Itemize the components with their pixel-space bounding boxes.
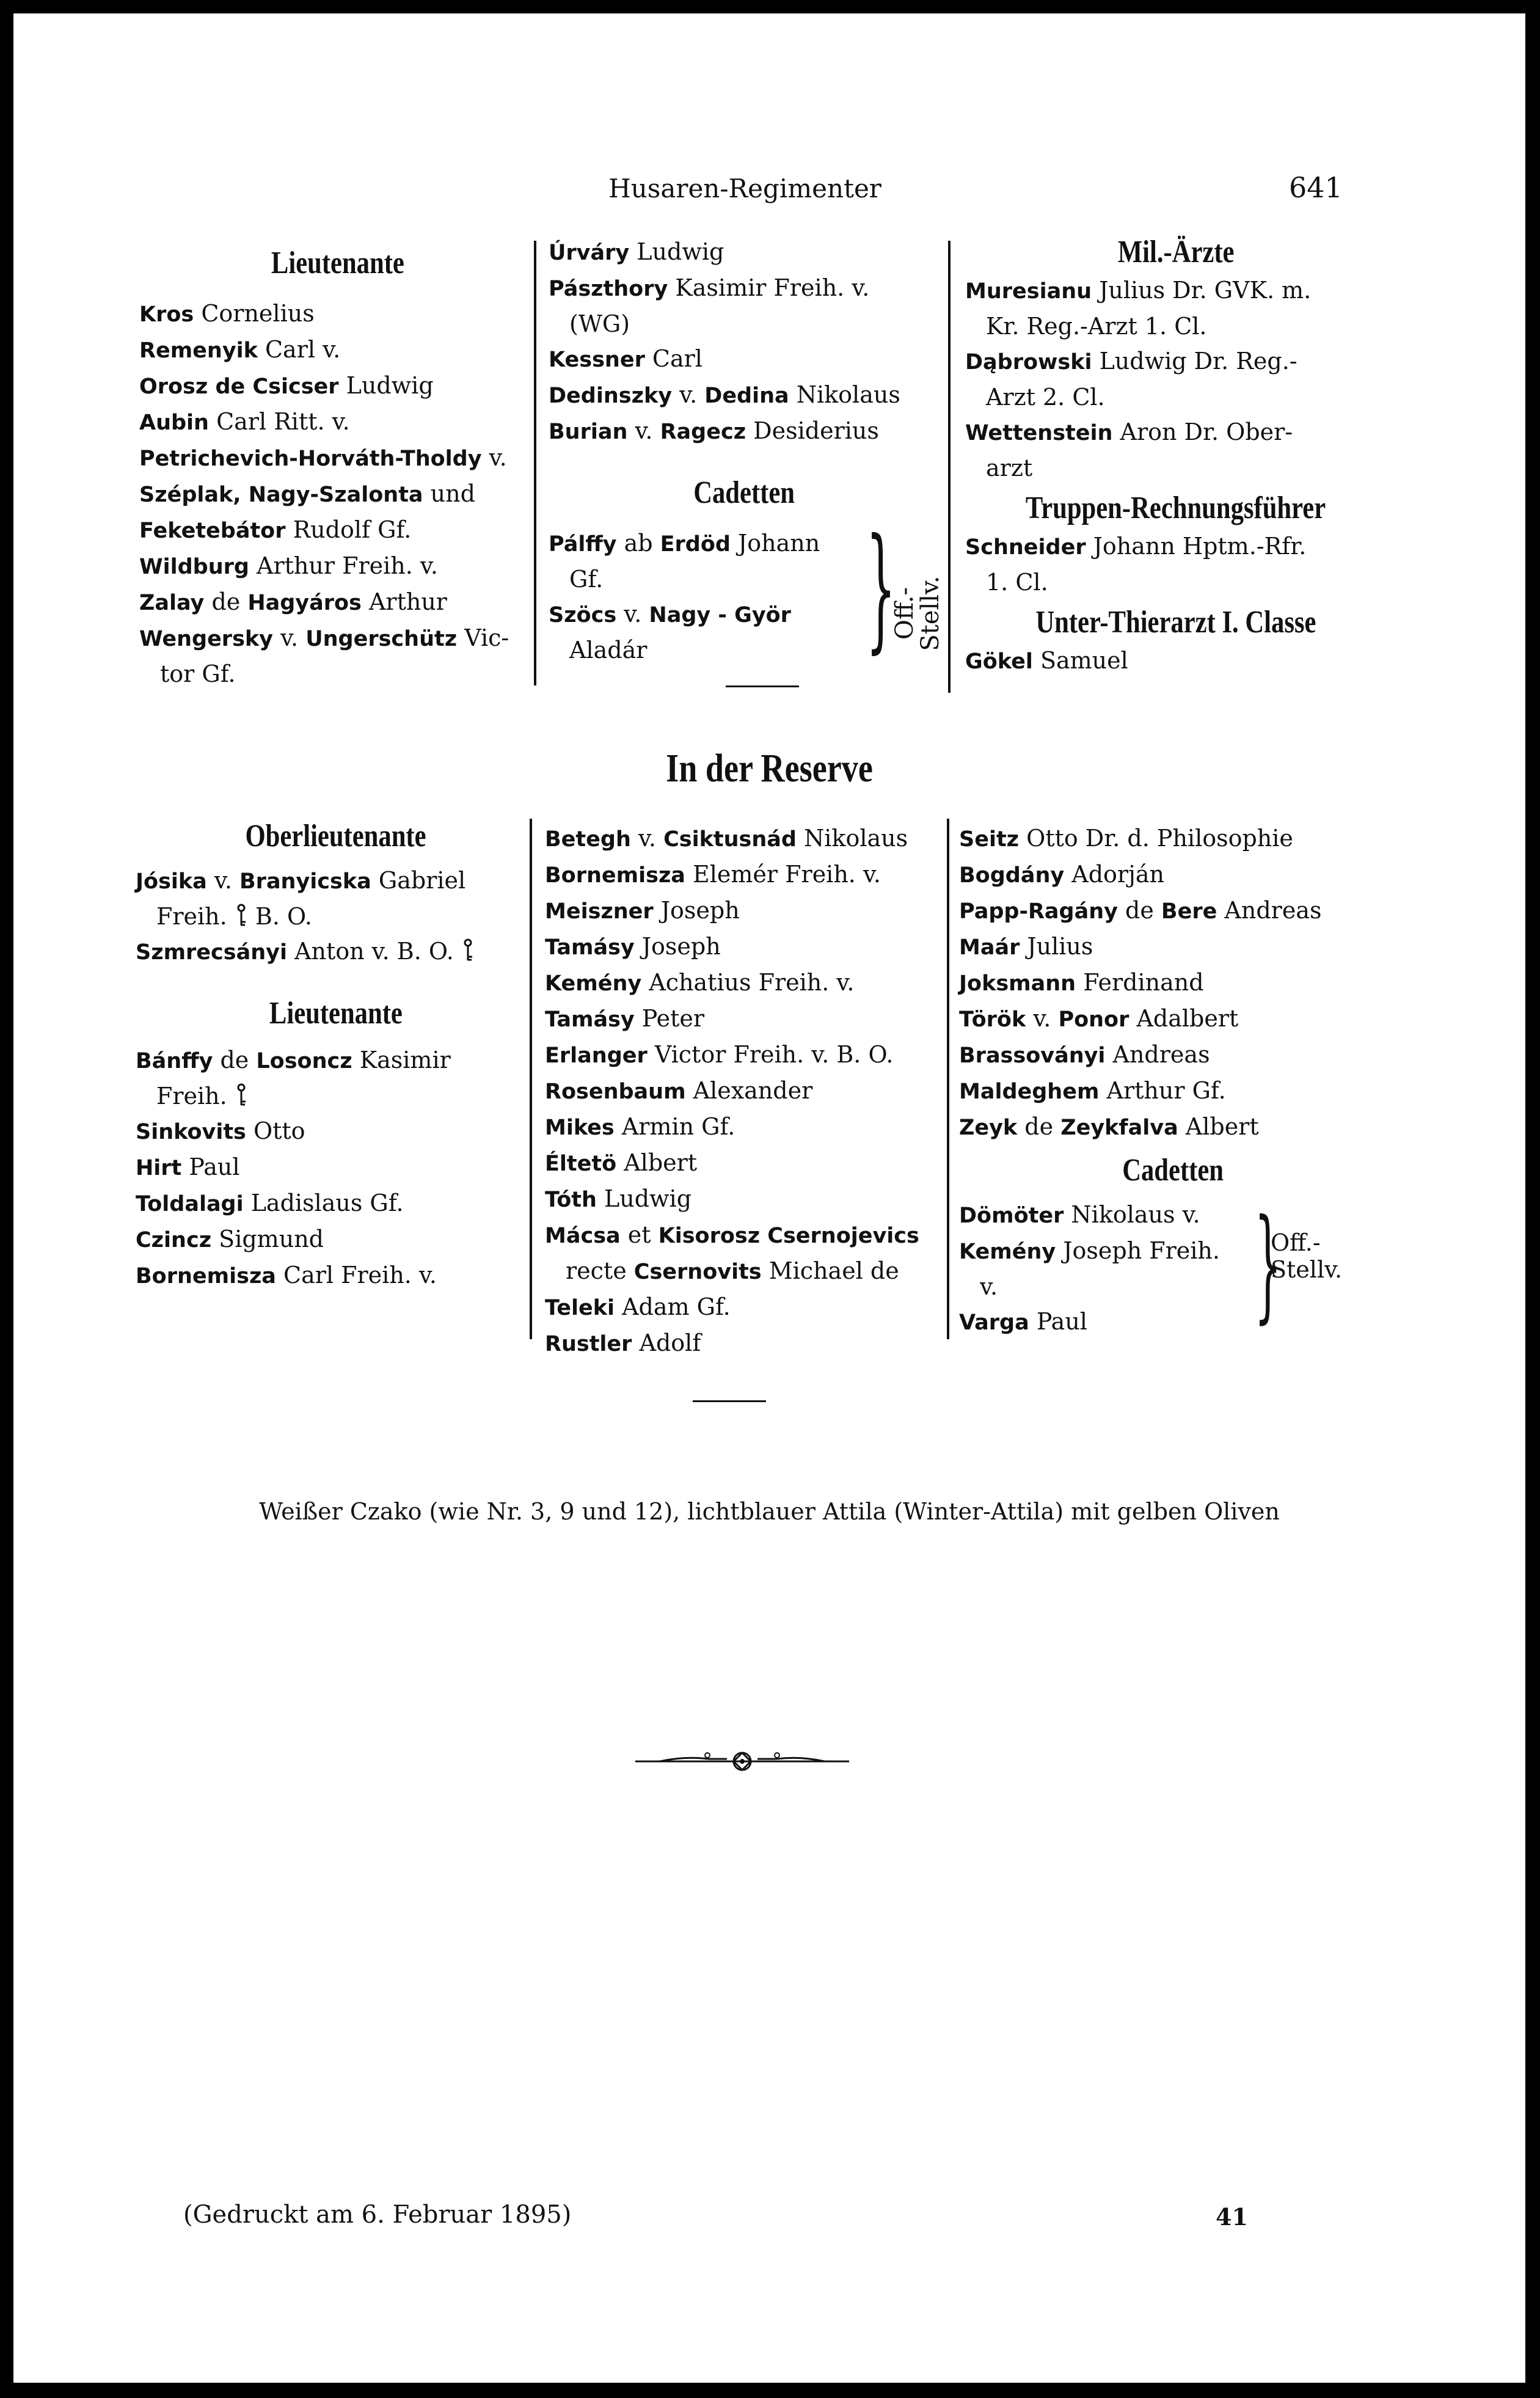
entry-line: [959, 1073, 1387, 1109]
active-column-3: [965, 235, 1387, 679]
entry-line: [136, 1079, 536, 1114]
entry-name: Török: [959, 1007, 1026, 1032]
cadets-note: [893, 551, 942, 673]
entry-name: Feketebátor: [139, 519, 286, 543]
entry-name: Dömöter: [959, 1204, 1064, 1228]
entry-line: [959, 1197, 1246, 1234]
entry-text: Julius: [1020, 933, 1093, 960]
entry-text: Otto: [246, 1117, 305, 1144]
entry-line: [959, 1001, 1387, 1037]
entry-name: Dedina: [704, 384, 789, 408]
entry-line: [139, 368, 536, 404]
entry-text: et: [620, 1221, 659, 1248]
section-rule: [693, 1400, 766, 1402]
entry-text: Otto Dr. d. Philosophie: [1019, 825, 1293, 852]
entry-text: Joseph: [634, 933, 721, 960]
entry-text: v.: [980, 1273, 998, 1300]
entry-line: [545, 1182, 948, 1218]
entry-line: [139, 621, 536, 657]
key-icon: [461, 938, 475, 963]
entry-line: [959, 1304, 1246, 1340]
reserve-column-2: [545, 821, 948, 1362]
entry-text: recte: [566, 1257, 634, 1284]
entry-line: [545, 893, 948, 929]
doctors-list: [965, 273, 1387, 486]
entry-text: Johann: [730, 530, 820, 557]
entry-text: Michael de: [761, 1257, 899, 1284]
entry-name: Remenyik: [139, 338, 258, 363]
entry-line: [959, 1109, 1387, 1146]
entry-name: Hagyáros: [247, 591, 362, 615]
entry-text: Paul: [1029, 1308, 1087, 1335]
entry-name: Kros: [139, 302, 194, 327]
entry-text: Albert: [1178, 1113, 1259, 1140]
entry-name: Jósika: [136, 869, 207, 894]
entry-text: Desiderius: [746, 417, 879, 444]
entry-name: Burian: [549, 420, 628, 444]
entry-text: v.: [273, 624, 306, 651]
entry-text: Julius Dr. GVK. m.: [1092, 277, 1312, 304]
entry-name: Meiszner: [545, 899, 654, 924]
entry-text: v.: [1026, 1005, 1059, 1032]
entry-text: Adam Gf.: [614, 1293, 731, 1320]
entry-text: (WG): [569, 310, 630, 337]
entry-line: [545, 965, 948, 1001]
entry-text: de: [1117, 897, 1161, 924]
entry-line: [139, 440, 536, 477]
document-page: [13, 13, 1525, 2383]
entry-name: Losoncz: [256, 1049, 352, 1073]
entry-line: [545, 1290, 948, 1326]
entry-name: Kemény: [545, 971, 642, 996]
entry-name: Aubin: [139, 411, 209, 435]
running-title-text: Husaren-Regimenter: [608, 174, 881, 203]
entry-line: [965, 643, 1387, 679]
entry-line: [965, 415, 1387, 451]
entry-name: Nagy - Györ: [649, 603, 791, 627]
entry-text: Rudolf Gf.: [285, 516, 412, 543]
entry-name: Szmrecsányi: [136, 940, 287, 965]
entry-text: Ferdinand: [1076, 969, 1204, 996]
entry-text: Adalbert: [1129, 1005, 1239, 1032]
entry-line: [549, 597, 836, 633]
entry-line: [139, 585, 536, 621]
entry-text: Arzt 2. Cl.: [986, 384, 1105, 411]
cadets-list: [549, 526, 836, 668]
entry-text: Freih.: [156, 1083, 235, 1109]
entry-line: [136, 934, 536, 970]
entry-name: Schneider: [965, 535, 1086, 560]
entry-name: Rosenbaum: [545, 1080, 686, 1104]
entry-line: [545, 821, 948, 857]
entry-name: Maár: [959, 935, 1020, 960]
short-rule: [726, 685, 799, 687]
reserve-officers-list: [545, 821, 948, 1362]
entry-name: Muresianu: [965, 279, 1092, 304]
entry-text: Nikolaus v.: [1064, 1201, 1200, 1228]
entry-text: Ludwig: [338, 372, 434, 399]
entry-text: Achatius Freih. v.: [641, 969, 855, 996]
entry-line: [136, 899, 536, 934]
entry-name: Hirt: [136, 1156, 182, 1180]
entry-text: Peter: [634, 1005, 705, 1032]
entry-line: [139, 513, 536, 549]
entry-name: Ragecz: [660, 420, 746, 444]
entry-line: [549, 235, 940, 271]
entry-line: [549, 342, 940, 378]
reserve-lieutenante-heading: Lieutenante: [269, 996, 403, 1031]
entry-text: Armin Gf.: [614, 1113, 735, 1140]
entry-name: Varga: [959, 1310, 1029, 1335]
entry-line: [959, 1270, 1246, 1304]
entry-name: Mikes: [545, 1116, 615, 1140]
entry-name: Úrváry: [549, 241, 630, 265]
entry-name: Bornemisza: [545, 863, 685, 888]
entry-text: Freih.: [156, 903, 235, 930]
entry-line: [965, 309, 1387, 344]
entry-text: Victor Freih. v. B. O.: [647, 1041, 894, 1068]
entry-text: v.: [481, 444, 507, 471]
entry-text: v.: [627, 417, 660, 444]
entry-line: [965, 451, 1387, 486]
entry-line: [965, 344, 1387, 380]
ornament-flourish: [635, 1747, 849, 1775]
cadetten-heading: Cadetten: [693, 475, 795, 510]
entry-name: Ungerschütz: [305, 627, 458, 651]
key-icon: [235, 1083, 248, 1108]
entry-text: Carl: [644, 345, 702, 372]
entry-name: Petrichevich-Horváth-Tholdy: [139, 447, 482, 471]
entry-line: [549, 633, 836, 668]
entry-name: Seitz: [959, 827, 1020, 852]
entry-line: [959, 821, 1387, 857]
entry-text: Ludwig: [596, 1185, 692, 1212]
entry-line: [549, 414, 940, 450]
mil-aerzte-heading: Mil.-Ärzte: [1117, 235, 1235, 269]
entry-line: [965, 565, 1387, 600]
entry-text: und: [423, 480, 475, 507]
entry-name: Tamásy: [545, 1007, 635, 1032]
entry-text: Paul: [181, 1153, 240, 1180]
reserve-officers-list-2: [959, 821, 1387, 1146]
entry-line: [549, 526, 836, 562]
column-divider: [947, 819, 949, 1339]
entry-text: de: [1017, 1113, 1061, 1140]
entry-line: [545, 1326, 948, 1362]
entry-text: Gabriel: [371, 867, 466, 894]
entry-text: 1. Cl.: [986, 569, 1048, 596]
vets-list: [965, 643, 1387, 679]
entry-name: Wengersky: [139, 627, 273, 651]
reserve-lieutenante-list: [136, 1043, 536, 1294]
entry-text: Adolf: [632, 1329, 701, 1356]
entry-name: Wildburg: [139, 555, 249, 579]
entry-text: Arthur Gf.: [1099, 1077, 1226, 1104]
entry-text: Nikolaus: [796, 825, 908, 852]
entry-name: Papp-Ragány: [959, 899, 1118, 924]
entry-name: Brassoványi: [959, 1044, 1106, 1068]
entry-line: [139, 404, 536, 440]
entry-text: Kr. Reg.-Arzt 1. Cl.: [986, 313, 1207, 340]
entry-name: Kemény: [959, 1240, 1056, 1264]
entry-name: Zeykfalva: [1060, 1116, 1178, 1140]
signature-number: 41: [1216, 2203, 1248, 2231]
entry-line: [139, 296, 536, 332]
entry-text: Ludwig Dr. Reg.-: [1092, 348, 1297, 375]
entry-name: Joksmann: [959, 971, 1076, 996]
reserve-cadets-note: [1271, 1229, 1342, 1283]
entry-text: Carl v.: [257, 336, 341, 363]
officers-list: [549, 235, 940, 450]
active-column-1: [139, 246, 536, 692]
entry-name: Bere: [1161, 899, 1217, 924]
entry-name: Tamásy: [545, 935, 635, 960]
reserve-title: [13, 745, 1525, 792]
entry-text: de: [213, 1047, 257, 1073]
lieutenante-heading: Lieutenante: [271, 246, 404, 280]
entry-line: [136, 863, 536, 899]
entry-name: Orosz de Csicser: [139, 375, 339, 399]
entry-text: Adorján: [1064, 861, 1164, 888]
entry-text: Vic-: [457, 624, 509, 651]
entry-name: Bornemisza: [136, 1264, 276, 1289]
entry-name: Wettenstein: [965, 421, 1113, 445]
uniform-note: Weißer Czako (wie Nr. 3, 9 und 12), lichtblauer Attila (Winter-Attila) mit gelben Oliven: [259, 1498, 1280, 1525]
reserve-cadets-brace: }: [1254, 1193, 1282, 1336]
entry-text: Sigmund: [211, 1226, 324, 1252]
entry-text: Nikolaus: [789, 381, 900, 408]
entry-text: Carl Ritt. v.: [208, 408, 350, 435]
entry-text: Kasimir: [352, 1047, 451, 1073]
column-divider: [530, 819, 532, 1339]
entry-text: Arthur Freih. v.: [249, 552, 438, 579]
accountants-list: [965, 529, 1387, 600]
entry-line: [139, 657, 536, 692]
entry-text: Ludwig: [629, 238, 724, 265]
entry-name: Csernovits: [633, 1260, 762, 1284]
entry-line: [549, 378, 940, 414]
entry-name: Éltetö: [545, 1152, 617, 1176]
key-icon: [235, 904, 248, 928]
entry-line: [545, 857, 948, 893]
entry-text: Carl Freih. v.: [276, 1262, 437, 1289]
entry-text: v.: [206, 867, 239, 894]
entry-line: [959, 1037, 1387, 1073]
entry-name: Kessner: [549, 348, 645, 372]
oberlieutenante-heading: Oberlieutenante: [245, 819, 427, 854]
column-divider: [948, 241, 951, 693]
entry-name: Czincz: [136, 1228, 212, 1252]
reserve-cadets-note-line2: Stellv.: [1271, 1256, 1343, 1283]
entry-name: Teleki: [545, 1296, 615, 1320]
oberlieutenante-list: [136, 863, 536, 970]
entry-name: Mácsa: [545, 1224, 621, 1248]
entry-text: Kasimir Freih. v.: [668, 274, 870, 301]
entry-line: [549, 307, 940, 342]
entry-text: v.: [672, 381, 705, 408]
entry-name: Tóth: [545, 1188, 597, 1212]
entry-text: ab: [616, 530, 660, 557]
entry-text: Ladislaus Gf.: [243, 1190, 404, 1216]
entry-line: [139, 549, 536, 585]
entry-name: Gökel: [965, 649, 1033, 674]
entry-text: Andreas: [1217, 897, 1322, 924]
entry-name: Bánffy: [136, 1049, 213, 1073]
entry-line: [545, 1254, 948, 1290]
page-number: 641: [1289, 171, 1343, 204]
entry-line: [549, 271, 940, 307]
entry-text: Gf.: [569, 566, 604, 593]
entry-name: Erdöd: [660, 532, 731, 557]
entry-line: [136, 1043, 536, 1079]
entry-name: Kisorosz Csernojevics: [658, 1224, 919, 1248]
cadets-brace: }: [866, 510, 896, 666]
entry-text: Anton v. B. O.: [286, 938, 461, 965]
entry-text: Samuel: [1032, 647, 1128, 674]
entry-text: Johann Hptm.-Rfr.: [1086, 533, 1307, 560]
entry-line: [965, 529, 1387, 565]
entry-name: Dąbrowski: [965, 350, 1092, 375]
entry-line: [545, 1218, 948, 1254]
entry-name: Rustler: [545, 1332, 632, 1356]
entry-name: Maldeghem: [959, 1080, 1100, 1104]
entry-text: v.: [630, 825, 664, 852]
cadets-note-text: Off.-Stellv.: [891, 576, 944, 651]
reserve-cadets-note-line1: Off.-: [1271, 1229, 1321, 1256]
entry-line: [136, 1222, 536, 1258]
entry-text: Arthur: [361, 588, 447, 615]
lieutenante-list: [139, 296, 536, 692]
entry-name: Betegh: [545, 827, 631, 852]
entry-line: [136, 1258, 536, 1294]
reserve-cadetten-heading: Cadetten: [1122, 1153, 1224, 1188]
entry-name: Szöcs: [549, 603, 617, 627]
entry-text: B. O.: [247, 903, 312, 930]
entry-line: [545, 929, 948, 965]
entry-line: [136, 1114, 536, 1150]
entry-line: [136, 1186, 536, 1222]
entry-line: [545, 1109, 948, 1146]
rechnungsfuehrer-heading: Truppen-Rechnungsführer: [1026, 491, 1326, 525]
entry-line: [549, 562, 836, 597]
thierarzt-heading: Unter-Thierarzt I. Classe: [1035, 605, 1316, 640]
entry-name: Széplak, Nagy-Szalonta: [139, 483, 423, 507]
entry-name: Zalay: [139, 591, 205, 615]
entry-name: Csiktusnád: [663, 827, 797, 852]
entry-text: de: [204, 588, 248, 615]
entry-text: Aron Dr. Ober-: [1112, 419, 1293, 445]
entry-name: Bogdány: [959, 863, 1065, 888]
entry-text: Cornelius: [194, 300, 315, 327]
entry-text: Elemér Freih. v.: [685, 861, 881, 888]
entry-line: [545, 1001, 948, 1037]
reserve-title-text: In der Reserve: [666, 746, 873, 791]
printed-date: (Gedruckt am 6. Februar 1895): [183, 2201, 572, 2229]
entry-text: Alexander: [685, 1077, 813, 1104]
entry-text: Andreas: [1105, 1041, 1210, 1068]
entry-line: [545, 1037, 948, 1073]
entry-line: [959, 1234, 1246, 1270]
entry-line: [959, 857, 1387, 893]
entry-text: tor Gf.: [160, 660, 236, 687]
entry-name: Erlanger: [545, 1044, 648, 1068]
entry-line: [545, 1073, 948, 1109]
entry-line: [965, 380, 1387, 415]
entry-line: [959, 965, 1387, 1001]
cadets-block: [549, 526, 836, 668]
entry-line: [139, 477, 536, 513]
entry-name: Ponor: [1058, 1007, 1129, 1032]
entry-name: Branyicska: [239, 869, 371, 894]
entry-line: [965, 273, 1387, 309]
column-divider: [534, 241, 536, 685]
entry-name: Pálffy: [549, 532, 617, 557]
entry-text: v.: [616, 601, 649, 627]
entry-line: [959, 929, 1387, 965]
entry-name: Zeyk: [959, 1116, 1018, 1140]
entry-line: [545, 1146, 948, 1182]
entry-text: Albert: [616, 1149, 698, 1176]
entry-name: Sinkovits: [136, 1120, 246, 1144]
entry-text: arzt: [986, 455, 1033, 481]
entry-text: Joseph Freih.: [1056, 1237, 1220, 1264]
reserve-cadets-list: [959, 1197, 1246, 1340]
entry-name: Dedinszky: [549, 384, 673, 408]
entry-name: Toldalagi: [136, 1192, 244, 1216]
entry-text: Aladár: [569, 637, 648, 663]
entry-text: Joseph: [653, 897, 740, 924]
entry-line: [136, 1150, 536, 1186]
reserve-column-1: [136, 819, 536, 1294]
entry-line: [139, 332, 536, 368]
entry-line: [959, 893, 1387, 929]
entry-name: Pászthory: [549, 277, 668, 301]
